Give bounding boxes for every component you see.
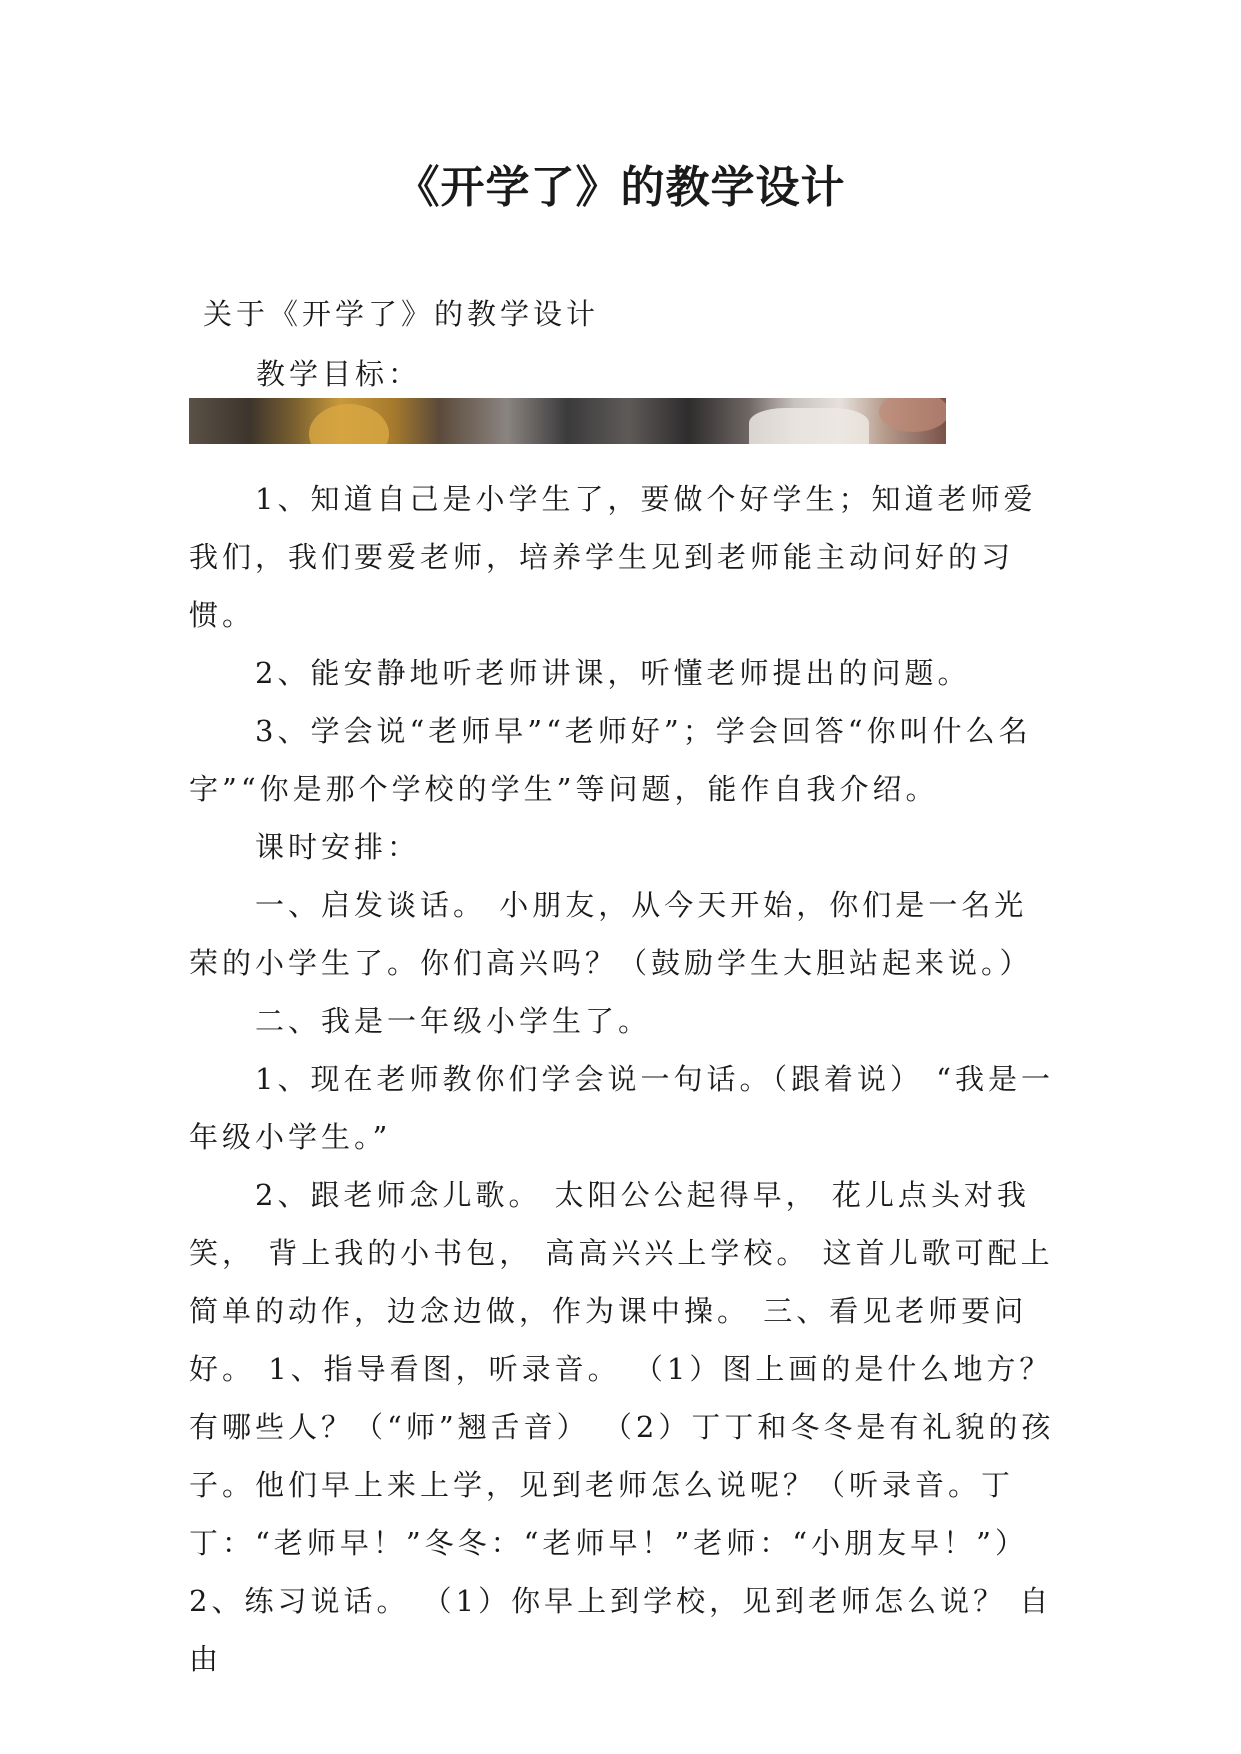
objectives-label: 教学目标： <box>256 357 422 391</box>
objective-2: 2、能安静地听老师讲课，听懂老师提出的问题。 <box>255 656 971 690</box>
section-2-item-1: 1、现在老师教你们学会说一句话。（跟着说） “我是一年级小学生。” <box>189 1062 1054 1154</box>
objective-3: 3、学会说“老师早”“老师好”；学会回答“你叫什么名字”“你是那个学校的学生”等问题，能作自我介绍。 <box>189 714 1032 806</box>
objective-1: 1、知道自己是小学生了，要做个好学生；知道老师爱我们，我们要爱老师，培养学生见到老师能主动问好的习惯。 <box>189 482 1037 632</box>
document-body <box>189 470 1059 1688</box>
section-2-heading: 二、我是一年级小学生了。 <box>255 1004 652 1038</box>
section-2-item-2: 2、跟老师念儿歌。 太阳公公起得早， 花儿点头对我笑， 背上我的小书包， 高高兴兴上学校。 这首儿歌可配上简单的动作，边念边做，作为课中操。 三、看见老师要问好。 1、指导看图，听录音。 （1）图上画的是什么地方？有哪些人？（“师”翘舌音） （2）丁丁和冬冬是有礼貌的孩子。他们早上来上学，见到老师怎么说呢？（听录音。丁丁：“老师早！”冬冬：“老师早！”老师：“小朋友早！”） 2、练习说话。 （1）你早上到学校，见到老师怎么说？ 自由 <box>189 1178 1055 1676</box>
schedule-label: 课时安排： <box>255 830 421 864</box>
section-1: 一、启发谈话。 小朋友，从今天开始，你们是一名光荣的小学生了。你们高兴吗？（鼓励学生大胆站起来说。） <box>189 888 1033 980</box>
classroom-photo <box>189 398 946 444</box>
document-subtitle: 关于《开学了》的教学设计 <box>203 297 600 331</box>
document-title: 《开学了》的教学设计 <box>395 162 846 213</box>
